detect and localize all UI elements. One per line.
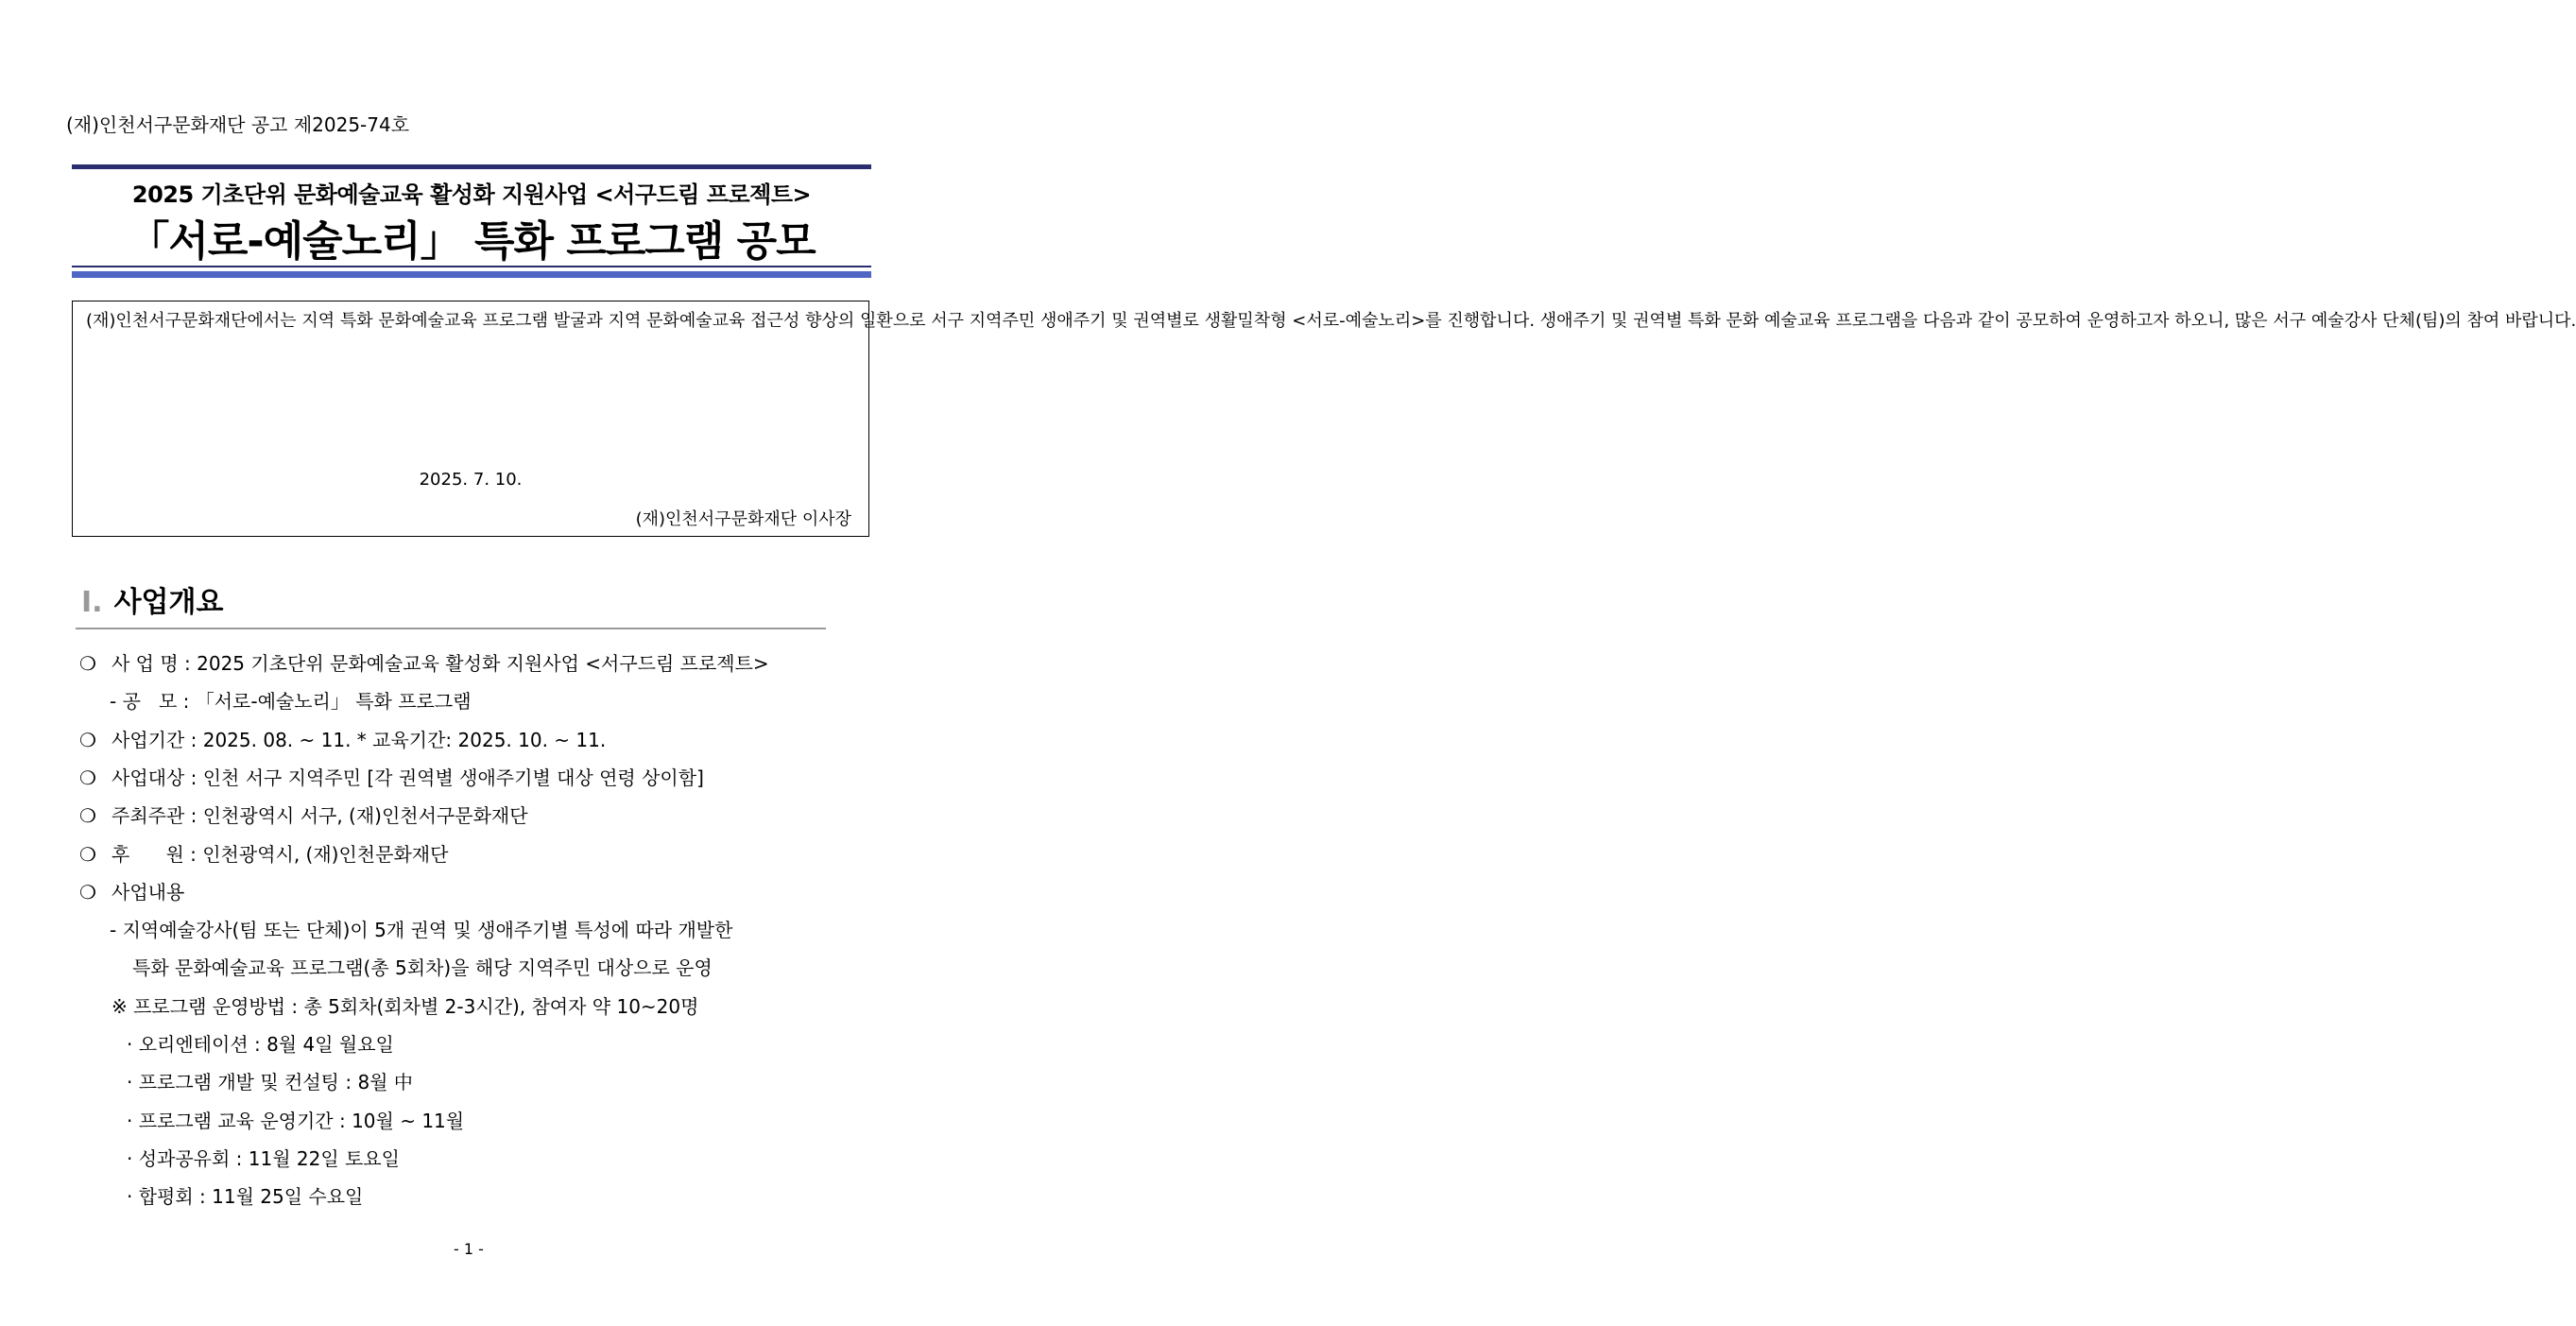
line-text: 특화 문화예술교육 프로그램(총 5회차)을 해당 지역주민 대상으로 운영 (132, 956, 713, 980)
line-text: · 프로그램 개발 및 컨설팅 : 8월 中 (127, 1071, 413, 1094)
line-text: - 지역예술강사(팀 또는 단체)이 5개 권역 및 생애주기별 특성에 따라 개발한 (110, 919, 733, 942)
section-line-dash (110, 686, 472, 714)
notice-number: (재)인천서구문화재단 공고 제2025-74호 (66, 113, 410, 136)
document-title: 「서로-예술노리」 특화 프로그램 공모 (128, 217, 816, 266)
title-bottom-rule-thin (72, 266, 871, 267)
title-top-rule (72, 164, 871, 169)
intro-text: (재)인천서구문화재단에서는 지역 특화 문화예술교육 프로그램 발굴과 지역 문화예술교육 접근성 향상의 일환으로 서구 지역주민 생애주기 및 권역별로 생활밀착형 <서로-예술노리>를 진행합니다. 생애주기 및 권역별 특화 문화 예술교육 프로그램을 다음과 같이 공모하여 운영하고자 하오니, 많은 서구 예술강사 단체(팀)의 참여 바랍니다. (86, 311, 2576, 331)
section-line-bullet (79, 725, 606, 752)
section-line-note (112, 991, 698, 1019)
section-line-bullet (79, 877, 184, 904)
section-line-dot (127, 1144, 400, 1171)
line-text: · 성과공유회 : 11월 22일 토요일 (127, 1146, 400, 1170)
circle-bullet-icon: ❍ (79, 842, 96, 866)
section-line-bullet (79, 763, 704, 790)
intro-signature: (재)인천서구문화재단 이사장 (635, 509, 851, 529)
line-text: ※ 프로그램 운영방법 : 총 5회차(회차별 2-3시간), 참여자 약 10~20명 (112, 994, 699, 1018)
title-bottom-rule-blue (72, 271, 871, 278)
line-text: 사업대상 : 인천 서구 지역주민 [각 권역별 생애주기별 대상 연령 상이함] (112, 766, 704, 789)
circle-bullet-icon: ❍ (79, 766, 96, 789)
section-line-dash (110, 915, 732, 942)
line-text: - 공 모 : 「서로-예술노리」 특화 프로그램 (110, 690, 472, 714)
line-text: · 프로그램 교육 운영기간 : 10월 ~ 11월 (127, 1109, 465, 1132)
circle-bullet-icon: ❍ (79, 880, 96, 904)
page-number: - 1 - (454, 1240, 484, 1258)
section-line-cont (132, 953, 713, 980)
section-line-dot (127, 1067, 413, 1094)
circle-bullet-icon: ❍ (79, 804, 96, 828)
section-line-dot (127, 1029, 394, 1057)
intro-box (72, 301, 2576, 537)
circle-bullet-icon: ❍ (79, 728, 96, 751)
section-heading (81, 578, 223, 620)
intro-date: 2025. 7. 10. (419, 470, 523, 490)
circle-bullet-icon: ❍ (79, 652, 96, 675)
line-text: 사업내용 (112, 880, 185, 904)
section-line-bullet (79, 648, 769, 676)
section-line-dot (127, 1181, 363, 1209)
section-line-bullet (79, 801, 528, 828)
section-title: 사업개요 (113, 586, 224, 619)
section-line-dot (127, 1106, 464, 1133)
section-number: Ⅰ. (81, 586, 103, 619)
line-text: · 오리엔테이션 : 8월 4일 월요일 (127, 1033, 394, 1056)
line-text: 후 원 : 인천광역시, (재)인천문화재단 (112, 842, 449, 866)
line-text: 사 업 명 : 2025 기초단위 문화예술교육 활성화 지원사업 <서구드림 프로젝트> (112, 652, 769, 675)
line-text: · 합평회 : 11월 25일 수요일 (127, 1185, 364, 1209)
line-text: 주최주관 : 인천광역시 서구, (재)인천서구문화재단 (112, 804, 528, 828)
line-text: 사업기간 : 2025. 08. ~ 11. * 교육기간: 2025. 10. ~ 11. (112, 728, 607, 751)
section-rule (76, 628, 826, 629)
document-subtitle: 2025 기초단위 문화예술교육 활성화 지원사업 <서구드림 프로젝트> (131, 181, 812, 208)
section-line-bullet (79, 839, 448, 867)
